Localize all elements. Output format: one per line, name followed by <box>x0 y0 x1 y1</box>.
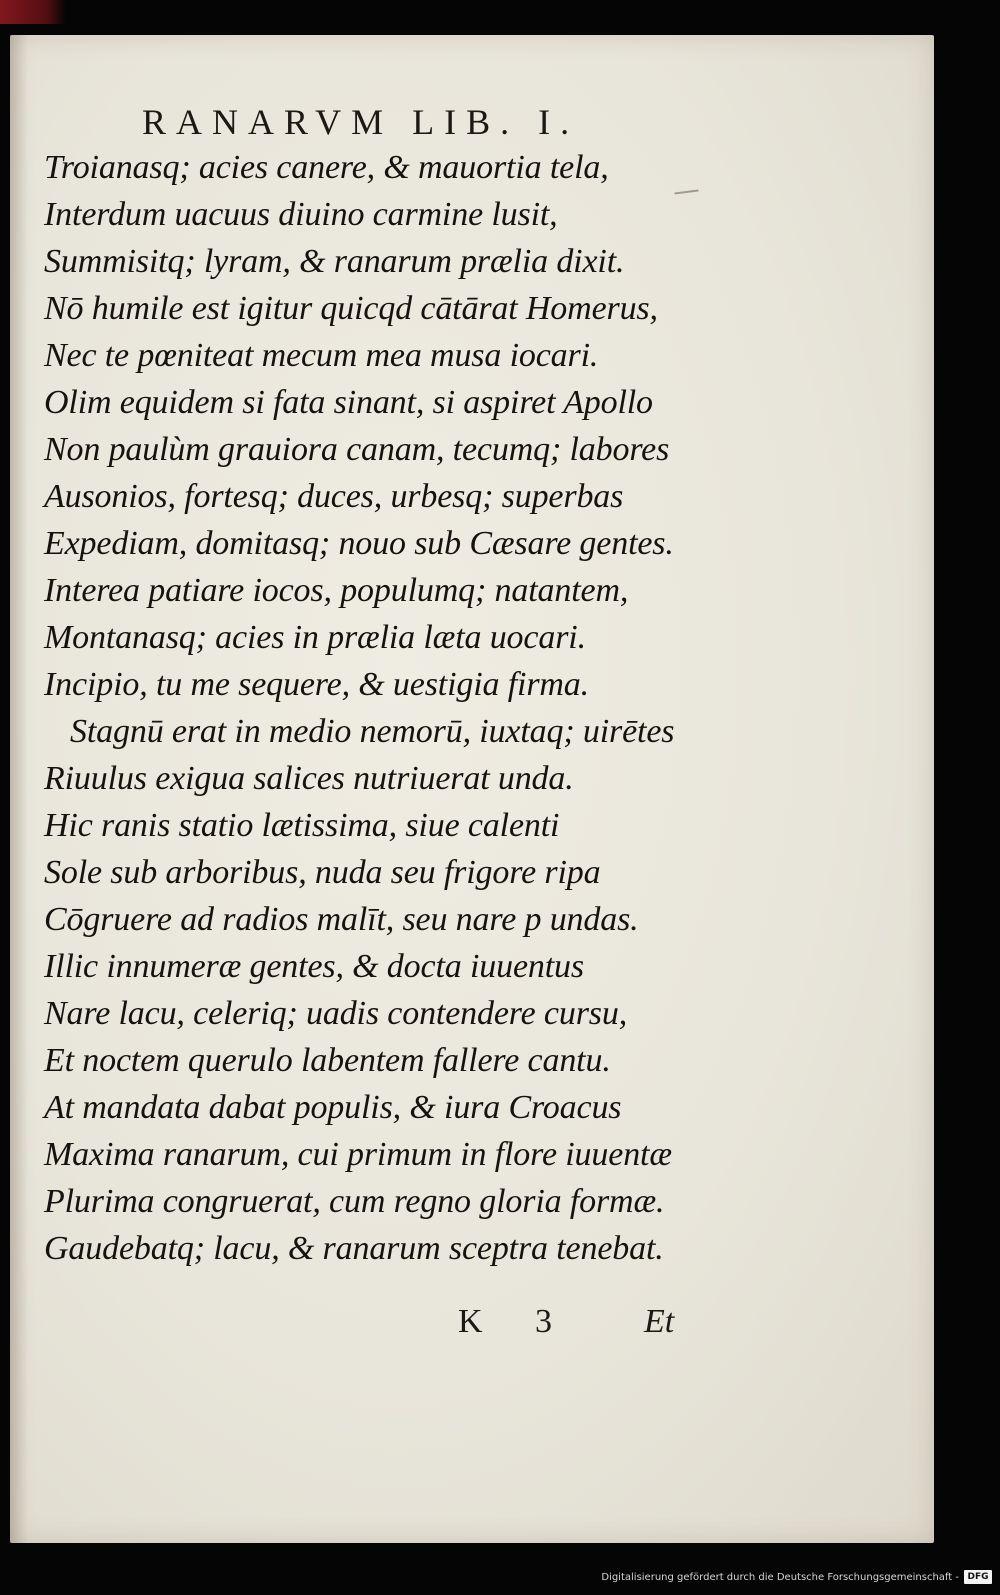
verse-line: Troianasq; acies canere, & mauortia tela, <box>44 149 609 186</box>
catchword: Et <box>644 1303 675 1340</box>
verse-line: Expediam, domitasq; nouo sub Cæsare gentes. <box>44 525 674 562</box>
verse-line: At mandata dabat populis, & iura Croacus <box>44 1089 622 1126</box>
verse-line: Montanasq; acies in prælia læta uocari. <box>44 619 586 656</box>
verse-text-block <box>44 144 764 1272</box>
verse-line: Interea patiare iocos, populumq; natantem, <box>44 572 629 609</box>
verse-line: Incipio, tu me sequere, & uestigia firma. <box>44 666 590 703</box>
book-page <box>10 35 934 1543</box>
verse-line: Riuulus exigua salices nutriuerat unda. <box>44 760 574 797</box>
running-head: RANARVM LIB. I. <box>142 102 580 142</box>
verse-line: Et noctem querulo labentem fallere cantu. <box>44 1042 611 1079</box>
digitization-footer <box>601 1569 992 1585</box>
verse-line: Illic innumeræ gentes, & docta iuuentus <box>44 948 584 985</box>
dfg-logo: DFG <box>964 1570 992 1584</box>
signature-line <box>458 1303 708 1353</box>
funding-note: Digitalisierung gefördert durch die Deutsche Forschungsgemeinschaft - <box>601 1571 959 1583</box>
verse-line: Maxima ranarum, cui primum in flore iuuentæ <box>44 1136 672 1173</box>
verse-line: Ausonios, fortesq; duces, urbesq; superbas <box>44 478 624 515</box>
verse-line: Cōgruere ad radios malīt, seu nare p undas. <box>44 901 639 938</box>
verse-line: Nare lacu, celeriq; uadis contendere cursu, <box>44 995 628 1032</box>
verse-line: Gaudebatq; lacu, & ranarum sceptra tenebat. <box>44 1230 664 1267</box>
verse-line: Non paulùm grauiora canam, tecumq; labores <box>44 431 670 468</box>
red-edge-mark <box>0 0 66 24</box>
verse-line: Plurima congruerat, cum regno gloria formæ. <box>44 1183 665 1220</box>
verse-line: Sole sub arboribus, nuda seu frigore ripa <box>44 854 601 891</box>
signature-mark: K <box>458 1303 483 1340</box>
verse-line: Interdum uacuus diuino carmine lusit, <box>44 196 558 233</box>
verse-line: Hic ranis statio lætissima, siue calenti <box>44 807 560 844</box>
verse-line: Stagnū erat in medio nemorū, iuxtaq; uirētes <box>70 713 675 750</box>
verse-line: Nec te pœniteat mecum mea musa iocari. <box>44 337 599 374</box>
verse-line: Summisitq; lyram, & ranarum prælia dixit. <box>44 243 625 280</box>
verse-line: Nō humile est igitur quicqd cātārat Homerus, <box>44 290 658 327</box>
folio-number: 3 <box>535 1303 552 1340</box>
verse-line: Olim equidem si fata sinant, si aspiret Apollo <box>44 384 653 421</box>
